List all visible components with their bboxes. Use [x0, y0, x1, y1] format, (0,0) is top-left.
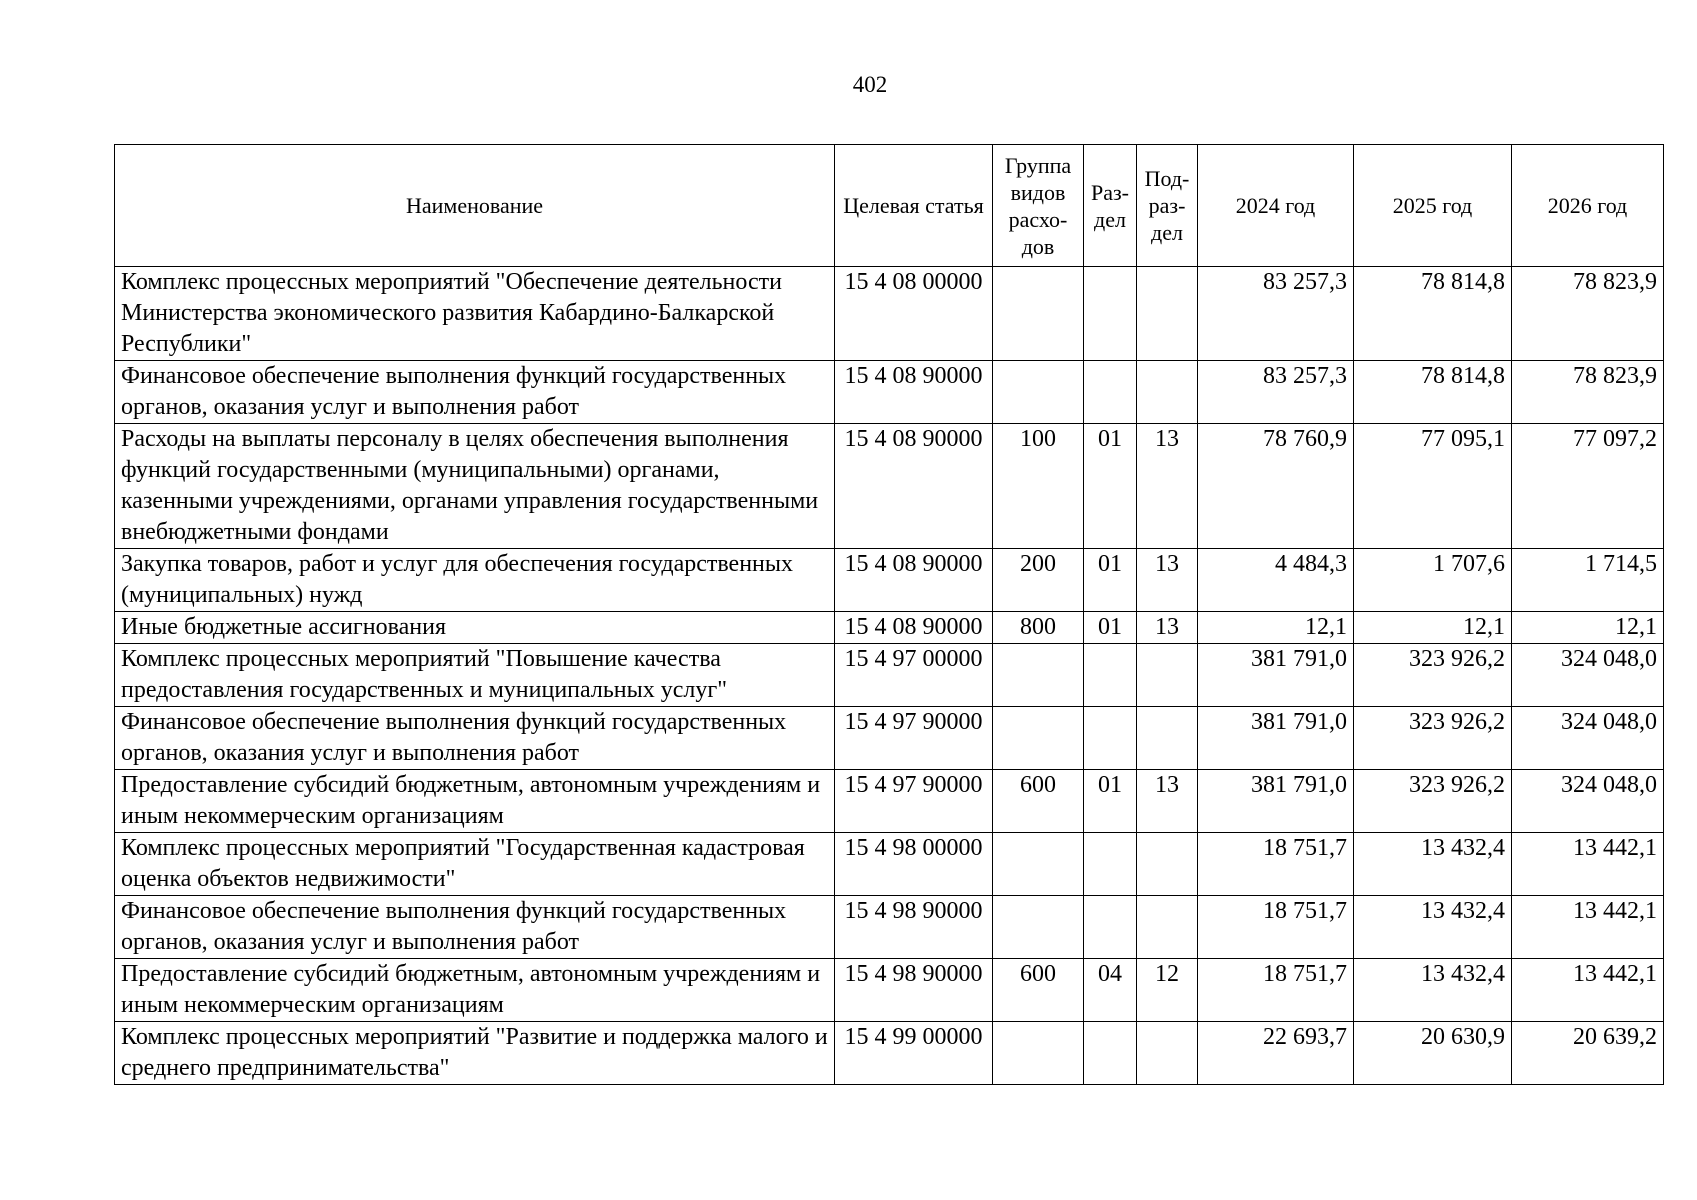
cell-2025: 20 630,9	[1354, 1022, 1512, 1085]
header-2025: 2025 год	[1354, 145, 1512, 267]
budget-table	[114, 144, 1664, 1085]
cell-2025: 323 926,2	[1354, 770, 1512, 833]
cell-subsection: 13	[1137, 612, 1198, 644]
cell-2026: 20 639,2	[1512, 1022, 1664, 1085]
cell-group	[993, 1022, 1084, 1085]
cell-name: Комплекс процессных мероприятий "Повышение качества предоставления государственных и муниципальных услуг"	[115, 644, 835, 707]
cell-target: 15 4 98 90000	[835, 896, 993, 959]
cell-2026: 78 823,9	[1512, 361, 1664, 424]
cell-2025: 13 432,4	[1354, 896, 1512, 959]
cell-2025: 13 432,4	[1354, 833, 1512, 896]
cell-target: 15 4 99 00000	[835, 1022, 993, 1085]
table-row	[115, 267, 1664, 361]
cell-subsection	[1137, 361, 1198, 424]
cell-subsection: 13	[1137, 549, 1198, 612]
table-row	[115, 833, 1664, 896]
cell-2025: 12,1	[1354, 612, 1512, 644]
cell-target: 15 4 98 00000	[835, 833, 993, 896]
header-group: Группа видов расхо-дов	[993, 145, 1084, 267]
cell-2026: 324 048,0	[1512, 770, 1664, 833]
cell-target: 15 4 97 90000	[835, 707, 993, 770]
cell-section	[1084, 833, 1137, 896]
cell-2024: 83 257,3	[1198, 267, 1354, 361]
header-section: Раз-дел	[1084, 145, 1137, 267]
cell-target: 15 4 97 00000	[835, 644, 993, 707]
cell-group: 800	[993, 612, 1084, 644]
cell-name: Финансовое обеспечение выполнения функций государственных органов, оказания услуг и выполнения работ	[115, 361, 835, 424]
cell-name: Иные бюджетные ассигнования	[115, 612, 835, 644]
table-row	[115, 1022, 1664, 1085]
cell-2024: 18 751,7	[1198, 959, 1354, 1022]
cell-2026: 78 823,9	[1512, 267, 1664, 361]
cell-section	[1084, 707, 1137, 770]
cell-name: Комплекс процессных мероприятий "Развитие и поддержка малого и среднего предпринимательства"	[115, 1022, 835, 1085]
cell-2026: 13 442,1	[1512, 833, 1664, 896]
table-row	[115, 644, 1664, 707]
cell-group	[993, 707, 1084, 770]
cell-group	[993, 361, 1084, 424]
table-row	[115, 896, 1664, 959]
cell-subsection	[1137, 707, 1198, 770]
header-subsection: Под-раз-дел	[1137, 145, 1198, 267]
cell-section: 01	[1084, 770, 1137, 833]
cell-section: 04	[1084, 959, 1137, 1022]
cell-section	[1084, 1022, 1137, 1085]
cell-section	[1084, 267, 1137, 361]
cell-name: Комплекс процессных мероприятий "Обеспечение деятельности Министерства экономического развития Кабардино-Балкарской Республики"	[115, 267, 835, 361]
cell-2024: 381 791,0	[1198, 644, 1354, 707]
cell-2024: 381 791,0	[1198, 770, 1354, 833]
table-body	[115, 267, 1664, 1085]
cell-section	[1084, 361, 1137, 424]
cell-2026: 12,1	[1512, 612, 1664, 644]
cell-target: 15 4 08 90000	[835, 424, 993, 549]
cell-2026: 324 048,0	[1512, 644, 1664, 707]
cell-section	[1084, 644, 1137, 707]
cell-subsection	[1137, 1022, 1198, 1085]
cell-name: Предоставление субсидий бюджетным, автономным учреждениям и иным некоммерческим организациям	[115, 770, 835, 833]
cell-2026: 13 442,1	[1512, 959, 1664, 1022]
cell-subsection	[1137, 644, 1198, 707]
cell-group: 100	[993, 424, 1084, 549]
cell-2026: 77 097,2	[1512, 424, 1664, 549]
cell-subsection: 13	[1137, 770, 1198, 833]
cell-2024: 78 760,9	[1198, 424, 1354, 549]
cell-2024: 22 693,7	[1198, 1022, 1354, 1085]
cell-2024: 12,1	[1198, 612, 1354, 644]
cell-2024: 18 751,7	[1198, 833, 1354, 896]
table-row	[115, 549, 1664, 612]
cell-group: 200	[993, 549, 1084, 612]
cell-group	[993, 267, 1084, 361]
cell-2026: 13 442,1	[1512, 896, 1664, 959]
cell-subsection: 13	[1137, 424, 1198, 549]
cell-target: 15 4 08 90000	[835, 549, 993, 612]
header-name: Наименование	[115, 145, 835, 267]
cell-2026: 1 714,5	[1512, 549, 1664, 612]
cell-2024: 381 791,0	[1198, 707, 1354, 770]
cell-2024: 4 484,3	[1198, 549, 1354, 612]
cell-section: 01	[1084, 424, 1137, 549]
cell-2024: 18 751,7	[1198, 896, 1354, 959]
cell-2026: 324 048,0	[1512, 707, 1664, 770]
header-target: Целевая статья	[835, 145, 993, 267]
cell-2025: 13 432,4	[1354, 959, 1512, 1022]
cell-name: Финансовое обеспечение выполнения функций государственных органов, оказания услуг и выполнения работ	[115, 896, 835, 959]
cell-section	[1084, 896, 1137, 959]
table-row	[115, 707, 1664, 770]
cell-2024: 83 257,3	[1198, 361, 1354, 424]
cell-subsection	[1137, 833, 1198, 896]
cell-subsection	[1137, 267, 1198, 361]
cell-target: 15 4 08 90000	[835, 361, 993, 424]
cell-name: Расходы на выплаты персоналу в целях обеспечения выполнения функций государственными (муниципальными) органами, казенными учреждениями, органами управления государственными внебюджетными фондами	[115, 424, 835, 549]
cell-subsection: 12	[1137, 959, 1198, 1022]
cell-name: Финансовое обеспечение выполнения функций государственных органов, оказания услуг и выполнения работ	[115, 707, 835, 770]
table-row	[115, 424, 1664, 549]
table-row	[115, 770, 1664, 833]
cell-group: 600	[993, 770, 1084, 833]
table-row	[115, 959, 1664, 1022]
cell-name: Предоставление субсидий бюджетным, автономным учреждениям и иным некоммерческим организациям	[115, 959, 835, 1022]
cell-section: 01	[1084, 549, 1137, 612]
cell-name: Закупка товаров, работ и услуг для обеспечения государственных (муниципальных) нужд	[115, 549, 835, 612]
cell-2025: 323 926,2	[1354, 644, 1512, 707]
header-2024: 2024 год	[1198, 145, 1354, 267]
cell-subsection	[1137, 896, 1198, 959]
cell-name: Комплекс процессных мероприятий "Государственная кадастровая оценка объектов недвижимости"	[115, 833, 835, 896]
cell-2025: 78 814,8	[1354, 361, 1512, 424]
cell-section: 01	[1084, 612, 1137, 644]
cell-2025: 1 707,6	[1354, 549, 1512, 612]
table-header-row	[115, 145, 1664, 267]
cell-group	[993, 644, 1084, 707]
cell-target: 15 4 08 90000	[835, 612, 993, 644]
cell-2025: 323 926,2	[1354, 707, 1512, 770]
cell-target: 15 4 98 90000	[835, 959, 993, 1022]
cell-target: 15 4 97 90000	[835, 770, 993, 833]
table-row	[115, 361, 1664, 424]
cell-group	[993, 896, 1084, 959]
header-2026: 2026 год	[1512, 145, 1664, 267]
cell-group	[993, 833, 1084, 896]
cell-target: 15 4 08 00000	[835, 267, 993, 361]
table-row	[115, 612, 1664, 644]
cell-group: 600	[993, 959, 1084, 1022]
cell-2025: 78 814,8	[1354, 267, 1512, 361]
cell-2025: 77 095,1	[1354, 424, 1512, 549]
page-number: 402	[852, 72, 888, 97]
